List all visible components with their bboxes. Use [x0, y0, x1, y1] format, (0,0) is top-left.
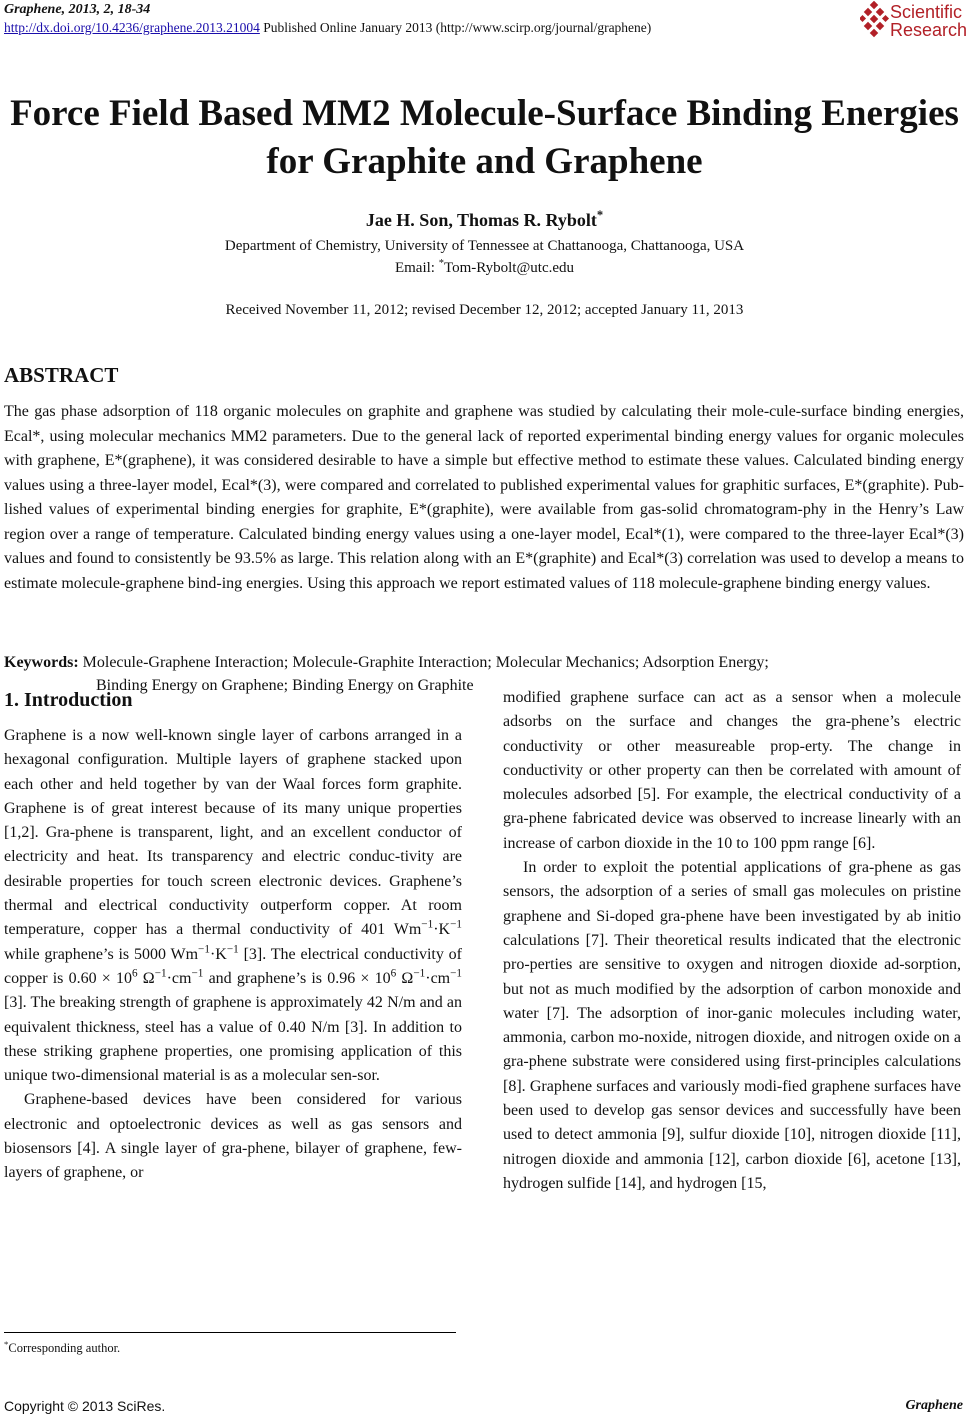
intro-paragraph-2: Graphene-based devices have been considered for various electronic and optoelectronic devices as well as gas sensors and biosensors [4]. A single layer of gra-phene, bilayer of graphene, few-layers of graphene, or: [4, 1091, 462, 1182]
email-address[interactable]: Tom-Rybolt@utc.edu: [443, 260, 575, 276]
left-column: [4, 686, 462, 1186]
footer-journal-name: Graphene: [905, 1398, 963, 1413]
text-run: Graphene is a now well-known single layer of carbons arranged in a hexagonal configuration. Multiple layers of graphene stacked upon each other and held together by van der Waal forces form graphite. Graphene is of great interest because of its many unique properties [1,2]. Gra-phene is transparent, light, and an excellent conductor of electricity and heat. Its transparency and electric conduc-tivity are desirable properties for touch screen electronic devices. Graphene’s thermal and electrical conductivity outperform copper. At room temperature, copper has a thermal conductivity of 401 Wm: [4, 727, 462, 939]
intro-paragraph-4: In order to exploit the potential applications of gra-phene as gas sensors, the adsorption of a series of small gas molecules on pristine graphene and Si-doped gra-phene have been investigated by ab initio calculations [7]. Their theoretical results indicated that the electronic pro-perties are sensitive to oxygen and nitrogen dioxide ad-sorption, but not as much modified by the adsorption of carbon monoxide and water [7]. The adsorption of inor-ganic molecules including water, ammonia, carbon mo-noxide, nitrogen dioxide, and nitrogen oxide on a gra-phene substrate were considered using first-principles calculations [8]. Graphene surfaces and variously modi-fied graphene surfaces have been used to develop gas sensor devices and successfully have been used to detect ammonia [9], sulfur dioxide [10], nitrogen dioxide [11], nitrogen dioxide and ammonia [12], carbon dioxide [6], acetone [13], hydrogen sulfide [14], and hydrogen [15,: [503, 859, 961, 1192]
text-run: ·K: [433, 921, 451, 939]
section-heading-introduction: 1. Introduction: [4, 689, 133, 711]
intro-paragraph-3: modified graphene surface can act as a sensor when a molecule adsorbs on the surface and changes the gra-phene’s electric conductivity or other measureable prop-erty. The change in conductivity or other property can then be correlated with amount of molecules adsorbed [5]. For example, the electrical conductivity of a gra-phene fabricated device was observed to increase linearly with an increase of carbon dioxide in the 10 to 100 ppm range [6].: [503, 689, 961, 852]
footnote-rule: [4, 1332, 456, 1333]
journal-citation: [4, 2, 150, 18]
logo-diamond-icon: [860, 1, 890, 41]
affiliation: Department of Chemistry, University of Tennessee at Chattanooga, Chattanooga, USA: [224, 238, 745, 254]
keywords-label: Keywords:: [4, 654, 79, 671]
logo-word-scientific: Scientific: [890, 2, 963, 22]
text-run: [3]. The electrical conductivity of copper is 0.60 × 10: [4, 945, 463, 987]
superscript: −1: [198, 943, 210, 956]
text-run: Ω: [137, 969, 155, 987]
keywords-line-2: Binding Energy on Graphene; Binding Energy on Graphite: [96, 677, 474, 694]
text-run: [3]. The breaking strength of graphene is approximately 42 N/m and an equivalent thickness, steel has a value of 0.40 N/m [3]. In addition to these striking graphene properties, one promising application of this unique two-dimensional material is as a molecular sen-sor.: [4, 994, 462, 1085]
superscript: −1: [191, 967, 204, 980]
abstract-text: The gas phase adsorption of 118 organic molecules on graphite and graphene was studied by calculating their mole-cule-surface binding energies, Ecal*, using molecular mechanics MM2 parameters. Due to the general lack of reported experimental binding energy values for organic molecules with graphene, E*(graphene), it was considered desirable to have a simple but effective method to estimate these values. Calculated binding energy values using a three-layer model, Ecal*(3), were compared and correlated to published experimental values for graphitic surfaces, E*(graphite). Pub-lished values of experimental binding energies for graphite, E*(graphite), were available from gas-solid chromatogram-phy in the Henry’s Law region over a range of temperature. Calculated binding energy values using a one-layer model, Ecal*(1), were compared to the three-layer Ecal*(3) values and found to consistently be 93.5% as large. This relation along with an E*(graphite) and Ecal*(3) correlation was used to develop a means to estimate molecule-graphene bind-ing energies. Using this approach we report estimated values of 118 molecule-graphene binding energy values.: [4, 403, 964, 592]
text-run: ·cm: [166, 969, 192, 987]
authors: [0, 210, 969, 231]
text-run: Ω: [396, 969, 414, 987]
superscript: −1: [421, 919, 434, 932]
volume-pages: , 2013, 2, 18-34: [61, 2, 151, 17]
email-mark: *: [438, 258, 444, 269]
email-line: [0, 260, 969, 277]
doi-link[interactable]: http://dx.doi.org/10.4236/graphene.2013.21004: [4, 20, 260, 35]
superscript: −1: [450, 919, 462, 932]
corresponding-mark: *: [596, 208, 604, 222]
journal-name: Graphene: [4, 2, 62, 17]
copyright: Copyright © 2013 SciRes.: [4, 1398, 166, 1414]
right-column: [503, 686, 961, 1196]
text-run: and graphene’s is 0.96 × 10: [203, 969, 391, 987]
abstract-heading: ABSTRACT: [4, 363, 119, 387]
text-run: ·K: [209, 945, 227, 963]
doi-line: [4, 20, 651, 36]
paper-title: Force Field Based MM2 Molecule-Surface Binding Energies for Graphite and Graphene: [10, 93, 959, 182]
footnote-text: Corresponding author.: [8, 1341, 121, 1355]
text-run: ·cm: [425, 969, 451, 987]
keywords-line-1: Molecule-Graphene Interaction; Molecule-Graphite Interaction; Molecular Mechanics; Adsorption Energy;: [78, 654, 769, 671]
logo-word-research: Research: [890, 20, 968, 40]
superscript: −1: [450, 967, 463, 980]
footnote-mark: *: [4, 1338, 9, 1349]
footnote: [4, 1338, 121, 1356]
superscript: 6: [132, 967, 138, 980]
superscript: −1: [226, 943, 239, 956]
superscript: −1: [154, 967, 167, 980]
published-info: Published Online January 2013 (http://www.scirp.org/journal/graphene): [259, 20, 652, 35]
author-names: Jae H. Son, Thomas R. Rybolt: [365, 210, 597, 230]
superscript: 6: [390, 967, 397, 980]
received-dates: Received November 11, 2012; revised December 12, 2012; accepted January 11, 2013: [225, 302, 744, 318]
intro-paragraph-1: [4, 724, 462, 1088]
superscript: −1: [413, 967, 426, 980]
scientific-research-logo: [860, 0, 969, 42]
text-run: while graphene’s is 5000 Wm: [4, 945, 199, 963]
email-label: Email:: [394, 260, 439, 276]
